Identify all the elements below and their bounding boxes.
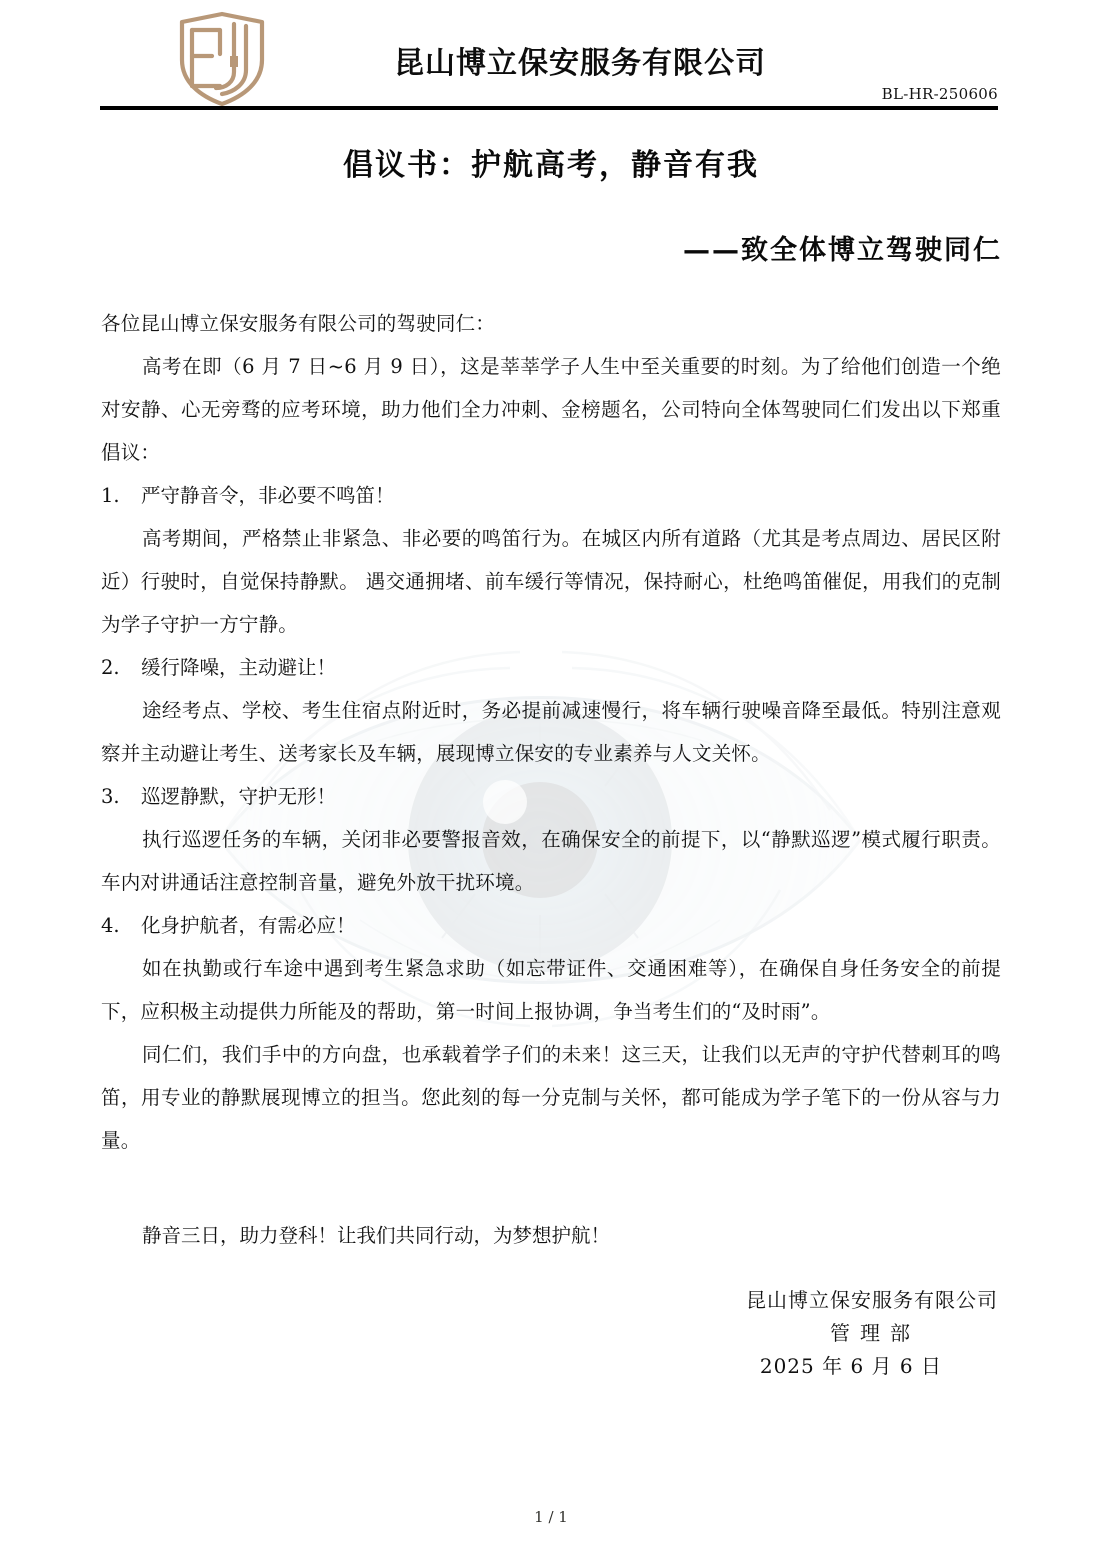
list-item-number: 3. <box>101 785 120 808</box>
signature-date: 2025 年 6 月 6 日 <box>759 1354 942 1378</box>
closing-paragraph: 同仁们，我们手中的方向盘，也承载着学子们的未来！这三天，让我们以无声的守护代替刺耳的鸣笛，用专业的静默展现博立的担当。您此刻的每一分克制与关怀，都可能成为学子笔下的一份从容与力量。 <box>101 1043 1001 1152</box>
list-item-heading: 化身护航者，有需必应！ <box>141 914 356 937</box>
list-item-heading: 巡逻静默，守护无形！ <box>141 785 337 808</box>
page-subtitle: ——致全体博立驾驶同仁 <box>683 235 1002 266</box>
signature-block <box>578 1284 998 1383</box>
spacer <box>101 1162 1001 1214</box>
list-item-text: 如在执勤或行车途中遇到考生紧急求助（如忘带证件、交通困难等），在确保自身任务安全的前提下，应积极主动提供力所能及的帮助，第一时间上报协调，争当考生们的“及时雨”。 <box>101 957 1001 1023</box>
list-item <box>101 775 1001 818</box>
salutation: 各位昆山博立保安服务有限公司的驾驶同仁： <box>101 312 496 335</box>
list-item-number: 2. <box>101 656 120 679</box>
intro-paragraph: 高考在即（6 月 7 日~6 月 9 日），这是莘莘学子人生中至关重要的时刻。为了给他们创造一个绝对安静、心无旁骛的应考环境，助力他们全力冲刺、金榜题名，公司特向全体驾驶同仁们发出以下郑重倡议： <box>101 355 1001 464</box>
list-item-text: 执行巡逻任务的车辆，关闭非必要警报音效，在确保安全的前提下，以“静默巡逻”模式履行职责。车内对讲通话注意控制音量，避免外放干扰环境。 <box>101 828 1001 894</box>
list-item-number: 1. <box>101 484 120 507</box>
document-header <box>0 0 1102 118</box>
page-title: 倡议书：护航高考，静音有我 <box>343 148 759 183</box>
slogan: 静音三日，助力登科！让我们共同行动，为梦想护航！ <box>141 1224 610 1247</box>
list-item <box>101 646 1001 689</box>
header-divider <box>100 106 998 110</box>
signature-department: 管理部 <box>830 1321 920 1345</box>
page-footer: 1 / 1 <box>534 1508 568 1526</box>
shield-bl-logo-icon <box>168 8 276 108</box>
company-name: 昆山博立保安服务有限公司 <box>394 46 766 81</box>
list-item-text: 高考期间，严格禁止非紧急、非必要的鸣笛行为。在城区内所有道路（尤其是考点周边、居民区附近）行驶时，自觉保持静默。 遇交通拥堵、前车缓行等情况，保持耐心，杜绝鸣笛催促，用我们的克制为学子守护一方宁静。 <box>101 527 1001 636</box>
list-item-heading: 缓行降噪，主动避让！ <box>141 656 337 679</box>
signature-company: 昆山博立保安服务有限公司 <box>746 1288 998 1312</box>
document-body <box>101 302 1001 1257</box>
list-item-number: 4. <box>101 914 120 937</box>
list-item-text: 途经考点、学校、考生住宿点附近时，务必提前减速慢行，将车辆行驶噪音降至最低。特别注意观察并主动避让考生、送考家长及车辆，展现博立保安的专业素养与人文关怀。 <box>101 699 1001 765</box>
list-item <box>101 474 1001 517</box>
list-item <box>101 904 1001 947</box>
document-number: BL-HR-250606 <box>881 85 998 103</box>
list-item-heading: 严守静音令，非必要不鸣笛！ <box>141 484 395 507</box>
